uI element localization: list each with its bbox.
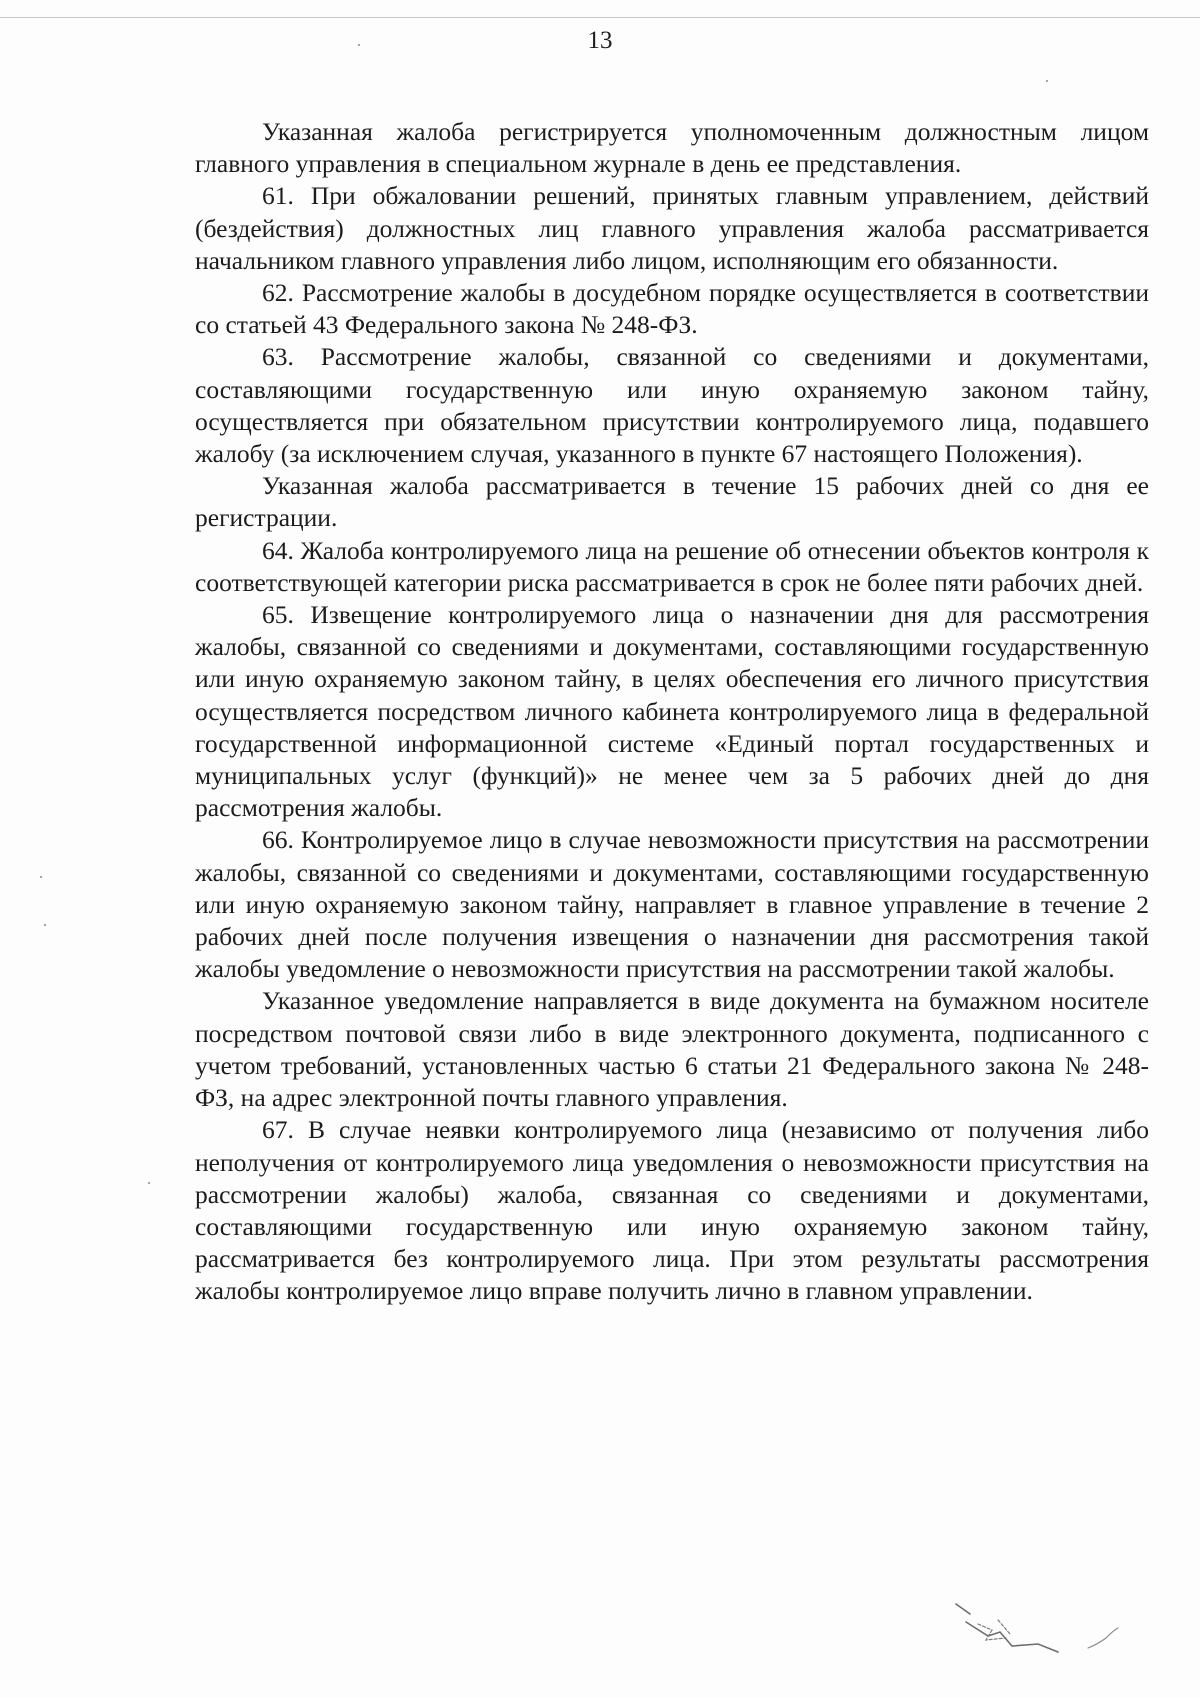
paragraph-67: 67. В случае неявки контролируемого лица (независимо от получения либо неполучения от контролируемого лица уведомления о невозможности присутствия на рассмотрении жалобы) жалоба, связанная со сведениями и документами, составляющими государственную или иную охраняемую законом тайну, рассматривается без контролируемого лица. При этом результаты рассмотрения жалобы контролируемое лицо вправе получить лично в главном управлении. (195, 1115, 1149, 1306)
paragraph: Указанное уведомление направляется в виде документа на бумажном носителе посредством почтовой связи либо в виде электронного документа, подписанного с учетом требований, установленных частью 6 статьи 21 Федерального закона № 248-ФЗ, на адрес электронной почты главного управления. (195, 986, 1149, 1113)
document-body (195, 116, 1149, 1308)
paragraph: Указанная жалоба рассматривается в течение 15 рабочих дней со дня ее регистрации. (195, 471, 1149, 533)
paragraph-63: 63. Рассмотрение жалобы, связанной со сведениями и документами, составляющими государственную или иную охраняемую законом тайну, осуществляется при обязательном присутствии контролируемого лица, подавшего жалобу (за исключением случая, указанного в пункте 67 настоящего Положения). (195, 342, 1149, 469)
paragraph: Указанная жалоба регистрируется уполномоченным должностным лицом главного управления в специальном журнале в день ее представления. (195, 117, 1149, 179)
paragraph-61: 61. При обжаловании решений, принятых главным управлением, действий (бездействия) должностных лиц главного управления жалоба рассматривается начальником главного управления либо лицом, исполняющим его обязанности. (195, 181, 1149, 275)
scan-speck (44, 924, 46, 926)
scan-speck (358, 44, 360, 46)
paragraph-62: 62. Рассмотрение жалобы в досудебном порядке осуществляется в соответствии со статьей 43 Федерального закона № 248-ФЗ. (195, 278, 1149, 340)
scan-speck (40, 876, 42, 878)
scan-top-edge (0, 17, 1200, 18)
initials-mark (948, 1594, 1128, 1666)
paragraph-65: 65. Извещение контролируемого лица о назначении дня для рассмотрения жалобы, связанной со сведениями и документами, составляющими государственную или иную охраняемую законом тайну, в целях обеспечения его личного присутствия осуществляется посредством личного кабинета контролируемого лица в федеральной государственной информационной системе «Единый портал государственных и муниципальных услуг (функций)» не менее чем за 5 рабочих дней до дня рассмотрения жалобы. (195, 600, 1149, 823)
scan-speck (148, 1182, 150, 1184)
scan-speck (1046, 80, 1048, 82)
page-number: 13 (587, 27, 613, 54)
paragraph-64: 64. Жалоба контролируемого лица на решение об отнесении объектов контроля к соответствующей категории риска рассматривается в срок не более пяти рабочих дней. (195, 535, 1149, 597)
paragraph-66: 66. Контролируемое лицо в случае невозможности присутствия на рассмотрении жалобы, связанной со сведениями и документами, составляющими государственную или иную охраняемую законом тайну, направляет в главное управление в течение 2 рабочих дней после получения извещения о назначении дня рассмотрения такой жалобы уведомление о невозможности присутствия на рассмотрении такой жалобы. (195, 825, 1149, 984)
